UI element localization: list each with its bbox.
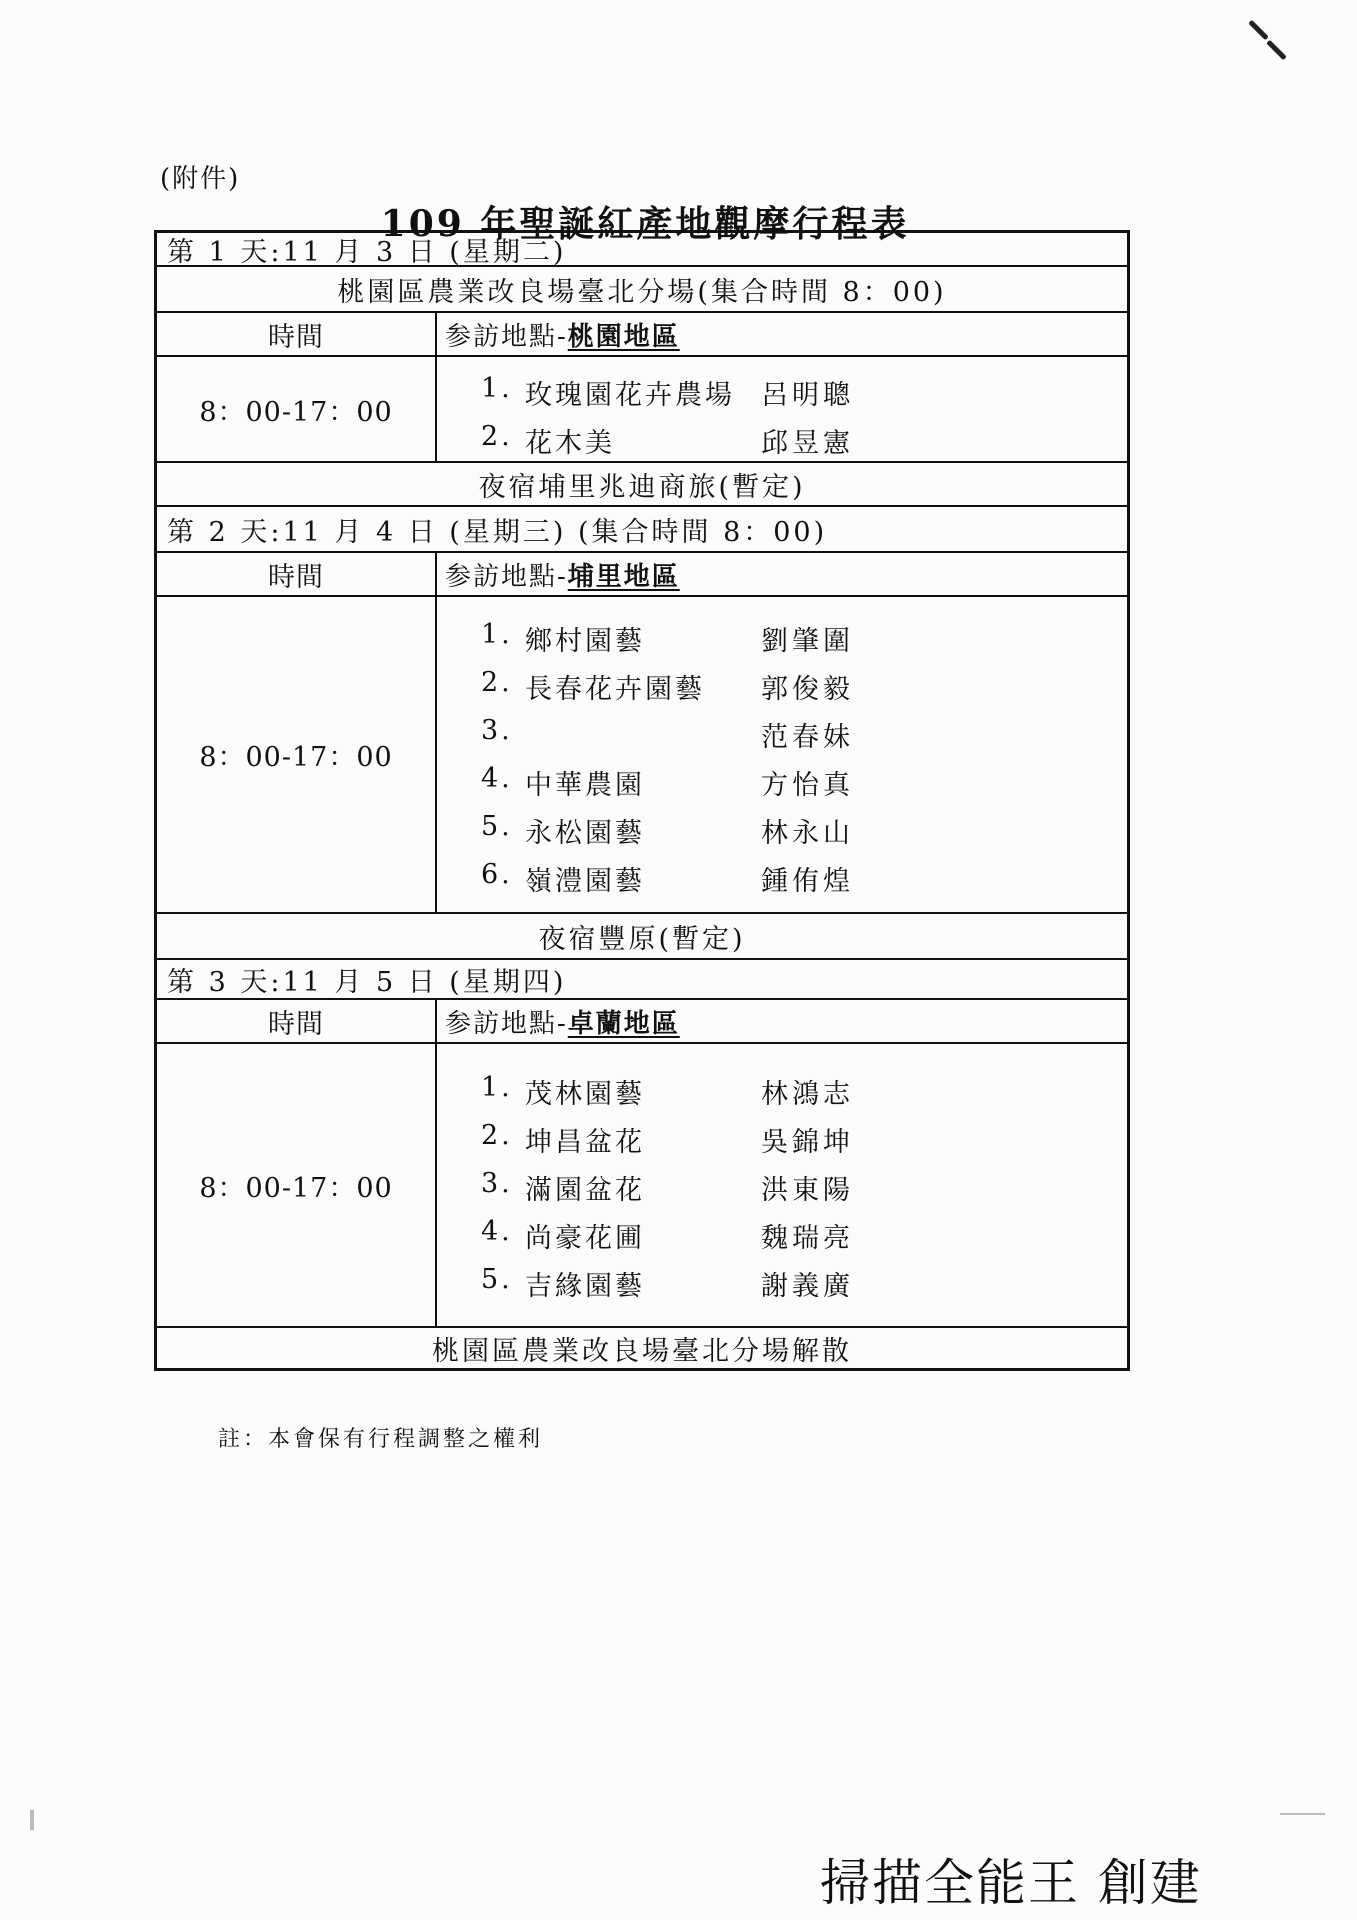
day-1-meeting: 桃園區農業改良場臺北分場(集合時間 8：00) <box>157 267 1127 313</box>
day-1-column-headers <box>157 313 1127 357</box>
list-item <box>437 1206 1127 1254</box>
day-3-visits <box>157 1044 1127 1328</box>
visit-location-prefix: 参訪地點- <box>445 561 568 592</box>
list-item <box>437 609 1127 657</box>
day-1-header: 第 1 天:11 月 3 日 (星期二) <box>157 233 1127 267</box>
contact-person: 鍾侑煌 <box>761 866 854 897</box>
farm-name: 長春花卉園藝 <box>525 674 705 705</box>
list-item <box>437 801 1127 849</box>
contact-person: 吳錦坤 <box>761 1127 854 1158</box>
scan-edge-line <box>1280 1813 1325 1815</box>
farm-name: 吉緣園藝 <box>525 1271 645 1302</box>
item-number: 1. <box>481 1072 513 1103</box>
day-2-lodging: 夜宿豐原(暫定) <box>157 914 1127 960</box>
contact-person: 林鴻志 <box>761 1079 854 1110</box>
item-number: 3. <box>481 1168 513 1199</box>
day-1-visits <box>157 357 1127 463</box>
item-number: 5. <box>481 811 513 842</box>
farm-name: 滿園盆花 <box>525 1175 645 1206</box>
visit-location-header <box>437 553 1127 595</box>
farm-name: 嶺澧園藝 <box>525 866 645 897</box>
time-range: 8：00-17：00 <box>157 357 437 461</box>
dismissal-row: 桃園區農業改良場臺北分場解散 <box>432 1335 852 1367</box>
item-number: 1. <box>481 373 513 404</box>
list-item <box>437 1110 1127 1158</box>
farm-name: 永松園藝 <box>525 818 645 849</box>
contact-person: 范春妹 <box>761 722 854 753</box>
contact-person: 劉肇圍 <box>761 626 854 657</box>
list-item <box>437 657 1127 705</box>
time-header: 時間 <box>157 313 437 355</box>
item-number: 1. <box>481 619 513 650</box>
visit-list <box>437 1044 1127 1326</box>
list-item <box>437 411 1127 459</box>
day-2-header: 第 2 天:11 月 4 日 (星期三) (集合時間 8：00) <box>157 507 1127 553</box>
day-1-lodging: 夜宿埔里兆迪商旅(暫定) <box>157 463 1127 507</box>
item-number: 2. <box>481 667 513 698</box>
day-2-visits <box>157 597 1127 914</box>
list-item <box>437 1254 1127 1302</box>
region-name: 桃園地區 <box>567 321 680 352</box>
farm-name: 尚豪花圃 <box>525 1223 645 1254</box>
visit-list <box>437 357 1127 461</box>
farm-name: 花木美 <box>525 428 615 459</box>
footnote: 註：本會保有行程調整之權利 <box>218 1427 544 1452</box>
scanner-watermark: 掃描全能王 創建 <box>820 1854 1202 1912</box>
time-header: 時間 <box>157 1000 437 1042</box>
scan-mark <box>1266 40 1287 61</box>
time-header: 時間 <box>157 553 437 595</box>
visit-list <box>437 597 1127 912</box>
visit-location-prefix: 参訪地點- <box>445 1008 568 1039</box>
schedule-table <box>154 230 1130 1371</box>
list-item <box>437 363 1127 411</box>
farm-name: 中華農園 <box>525 770 645 801</box>
contact-person: 呂明聰 <box>761 380 854 411</box>
time-range: 8：00-17：00 <box>157 597 437 912</box>
item-number: 6. <box>481 859 513 890</box>
item-number: 2. <box>481 421 513 452</box>
visit-location-header <box>437 313 1127 355</box>
visit-location-header <box>437 1000 1127 1042</box>
list-item <box>437 705 1127 753</box>
contact-person: 郭俊毅 <box>761 674 854 705</box>
contact-person: 洪東陽 <box>761 1175 854 1206</box>
item-number: 5. <box>481 1264 513 1295</box>
document-title: 109 年聖誕紅產地觀摩行程表 <box>380 203 910 245</box>
contact-person: 魏瑞亮 <box>761 1223 854 1254</box>
farm-name: 玫瑰園花卉農場 <box>525 380 735 411</box>
contact-person: 謝義廣 <box>761 1271 854 1302</box>
item-number: 3. <box>481 715 513 746</box>
day-3-header: 第 3 天:11 月 5 日 (星期四) <box>157 960 1127 1000</box>
farm-name: 鄉村園藝 <box>525 626 645 657</box>
region-name: 埔里地區 <box>567 561 680 592</box>
visit-location-prefix: 参訪地點- <box>445 321 568 352</box>
list-item <box>437 849 1127 897</box>
contact-person: 方怡真 <box>761 770 854 801</box>
time-range: 8：00-17：00 <box>157 1044 437 1326</box>
item-number: 2. <box>481 1120 513 1151</box>
list-item <box>437 753 1127 801</box>
day-3-column-headers <box>157 1000 1127 1044</box>
list-item <box>437 1158 1127 1206</box>
item-number: 4. <box>481 763 513 794</box>
contact-person: 林永山 <box>761 818 854 849</box>
list-item <box>437 1062 1127 1110</box>
region-name: 卓蘭地區 <box>567 1008 680 1039</box>
contact-person: 邱昱憲 <box>761 428 854 459</box>
farm-name: 坤昌盆花 <box>525 1127 645 1158</box>
day-2-column-headers <box>157 553 1127 597</box>
farm-name: 茂林園藝 <box>525 1079 645 1110</box>
item-number: 4. <box>481 1216 513 1247</box>
attachment-label: (附件) <box>160 164 241 194</box>
scan-mark <box>1248 20 1269 41</box>
scan-edge-line <box>30 1810 34 1830</box>
